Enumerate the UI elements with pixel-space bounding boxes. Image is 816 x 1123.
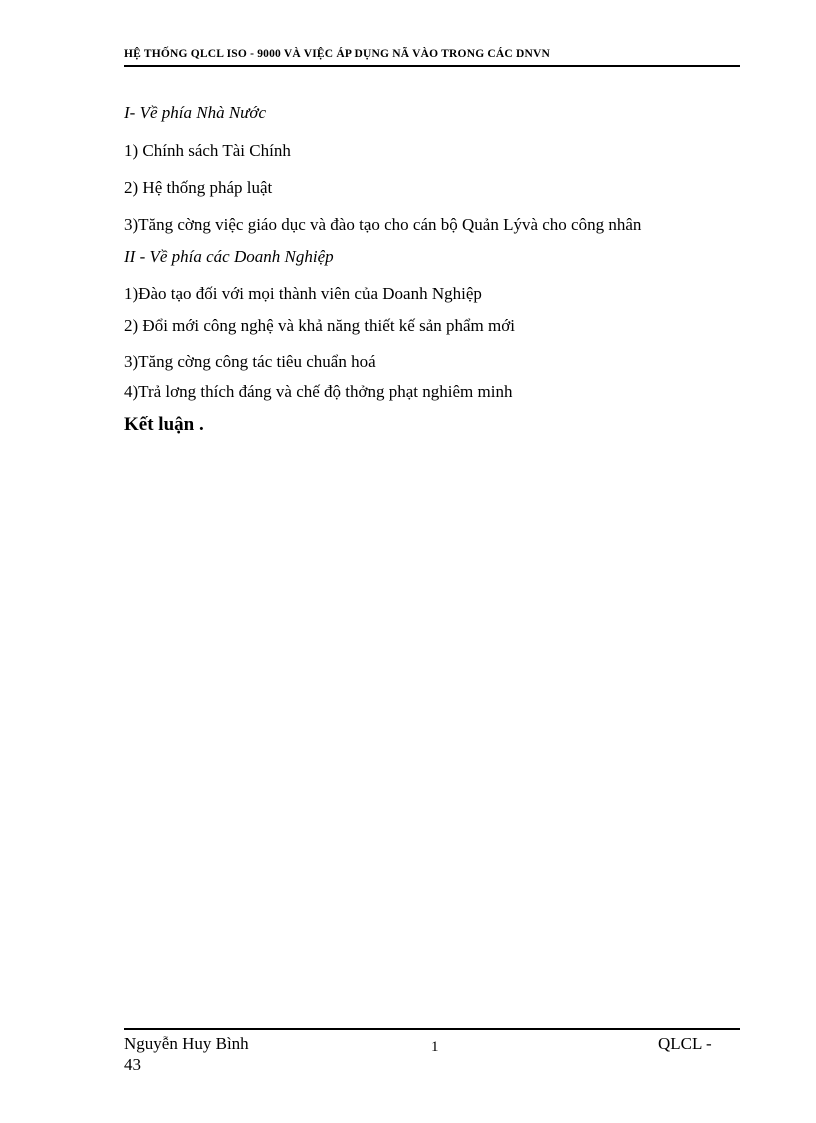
footer-rule <box>124 1028 740 1030</box>
section2-item-4: 4)Trả lơng thích đáng và chế độ thởng phạt nghiêm minh <box>124 382 513 401</box>
header-rule <box>124 65 740 67</box>
footer-author: Nguyễn Huy Bình <box>124 1034 249 1053</box>
section1-item-2: 2) Hệ thống pháp luật <box>124 178 273 197</box>
footer-author-suffix: 43 <box>124 1055 141 1074</box>
section1-heading: I- Về phía Nhà Nước <box>124 103 267 122</box>
section2-item-3: 3)Tăng cờng công tác tiêu chuẩn hoá <box>124 352 376 371</box>
section2-heading: II - Về phía các Doanh Nghiệp <box>124 247 334 266</box>
footer-course-code: QLCL - <box>658 1034 712 1053</box>
section2-item-1: 1)Đào tạo đối với mọi thành viên của Doanh Nghiệp <box>124 284 482 303</box>
page-header-title: HỆ THỐNG QLCL ISO - 9000 VÀ VIỆC ÁP DỤNG NÃ VÀO TRONG CÁC DNVN <box>124 48 551 60</box>
page-number: 1 <box>431 1039 439 1055</box>
section1-item-1: 1) Chính sách Tài Chính <box>124 141 291 160</box>
section2-item-2: 2) Đổi mới công nghệ và khả năng thiết kế sản phẩm mới <box>124 316 515 335</box>
conclusion-heading: Kết luận . <box>124 414 204 435</box>
section1-item-3: 3)Tăng cờng việc giáo dục và đào tạo cho cán bộ Quản Lývà cho công nhân <box>124 215 642 234</box>
